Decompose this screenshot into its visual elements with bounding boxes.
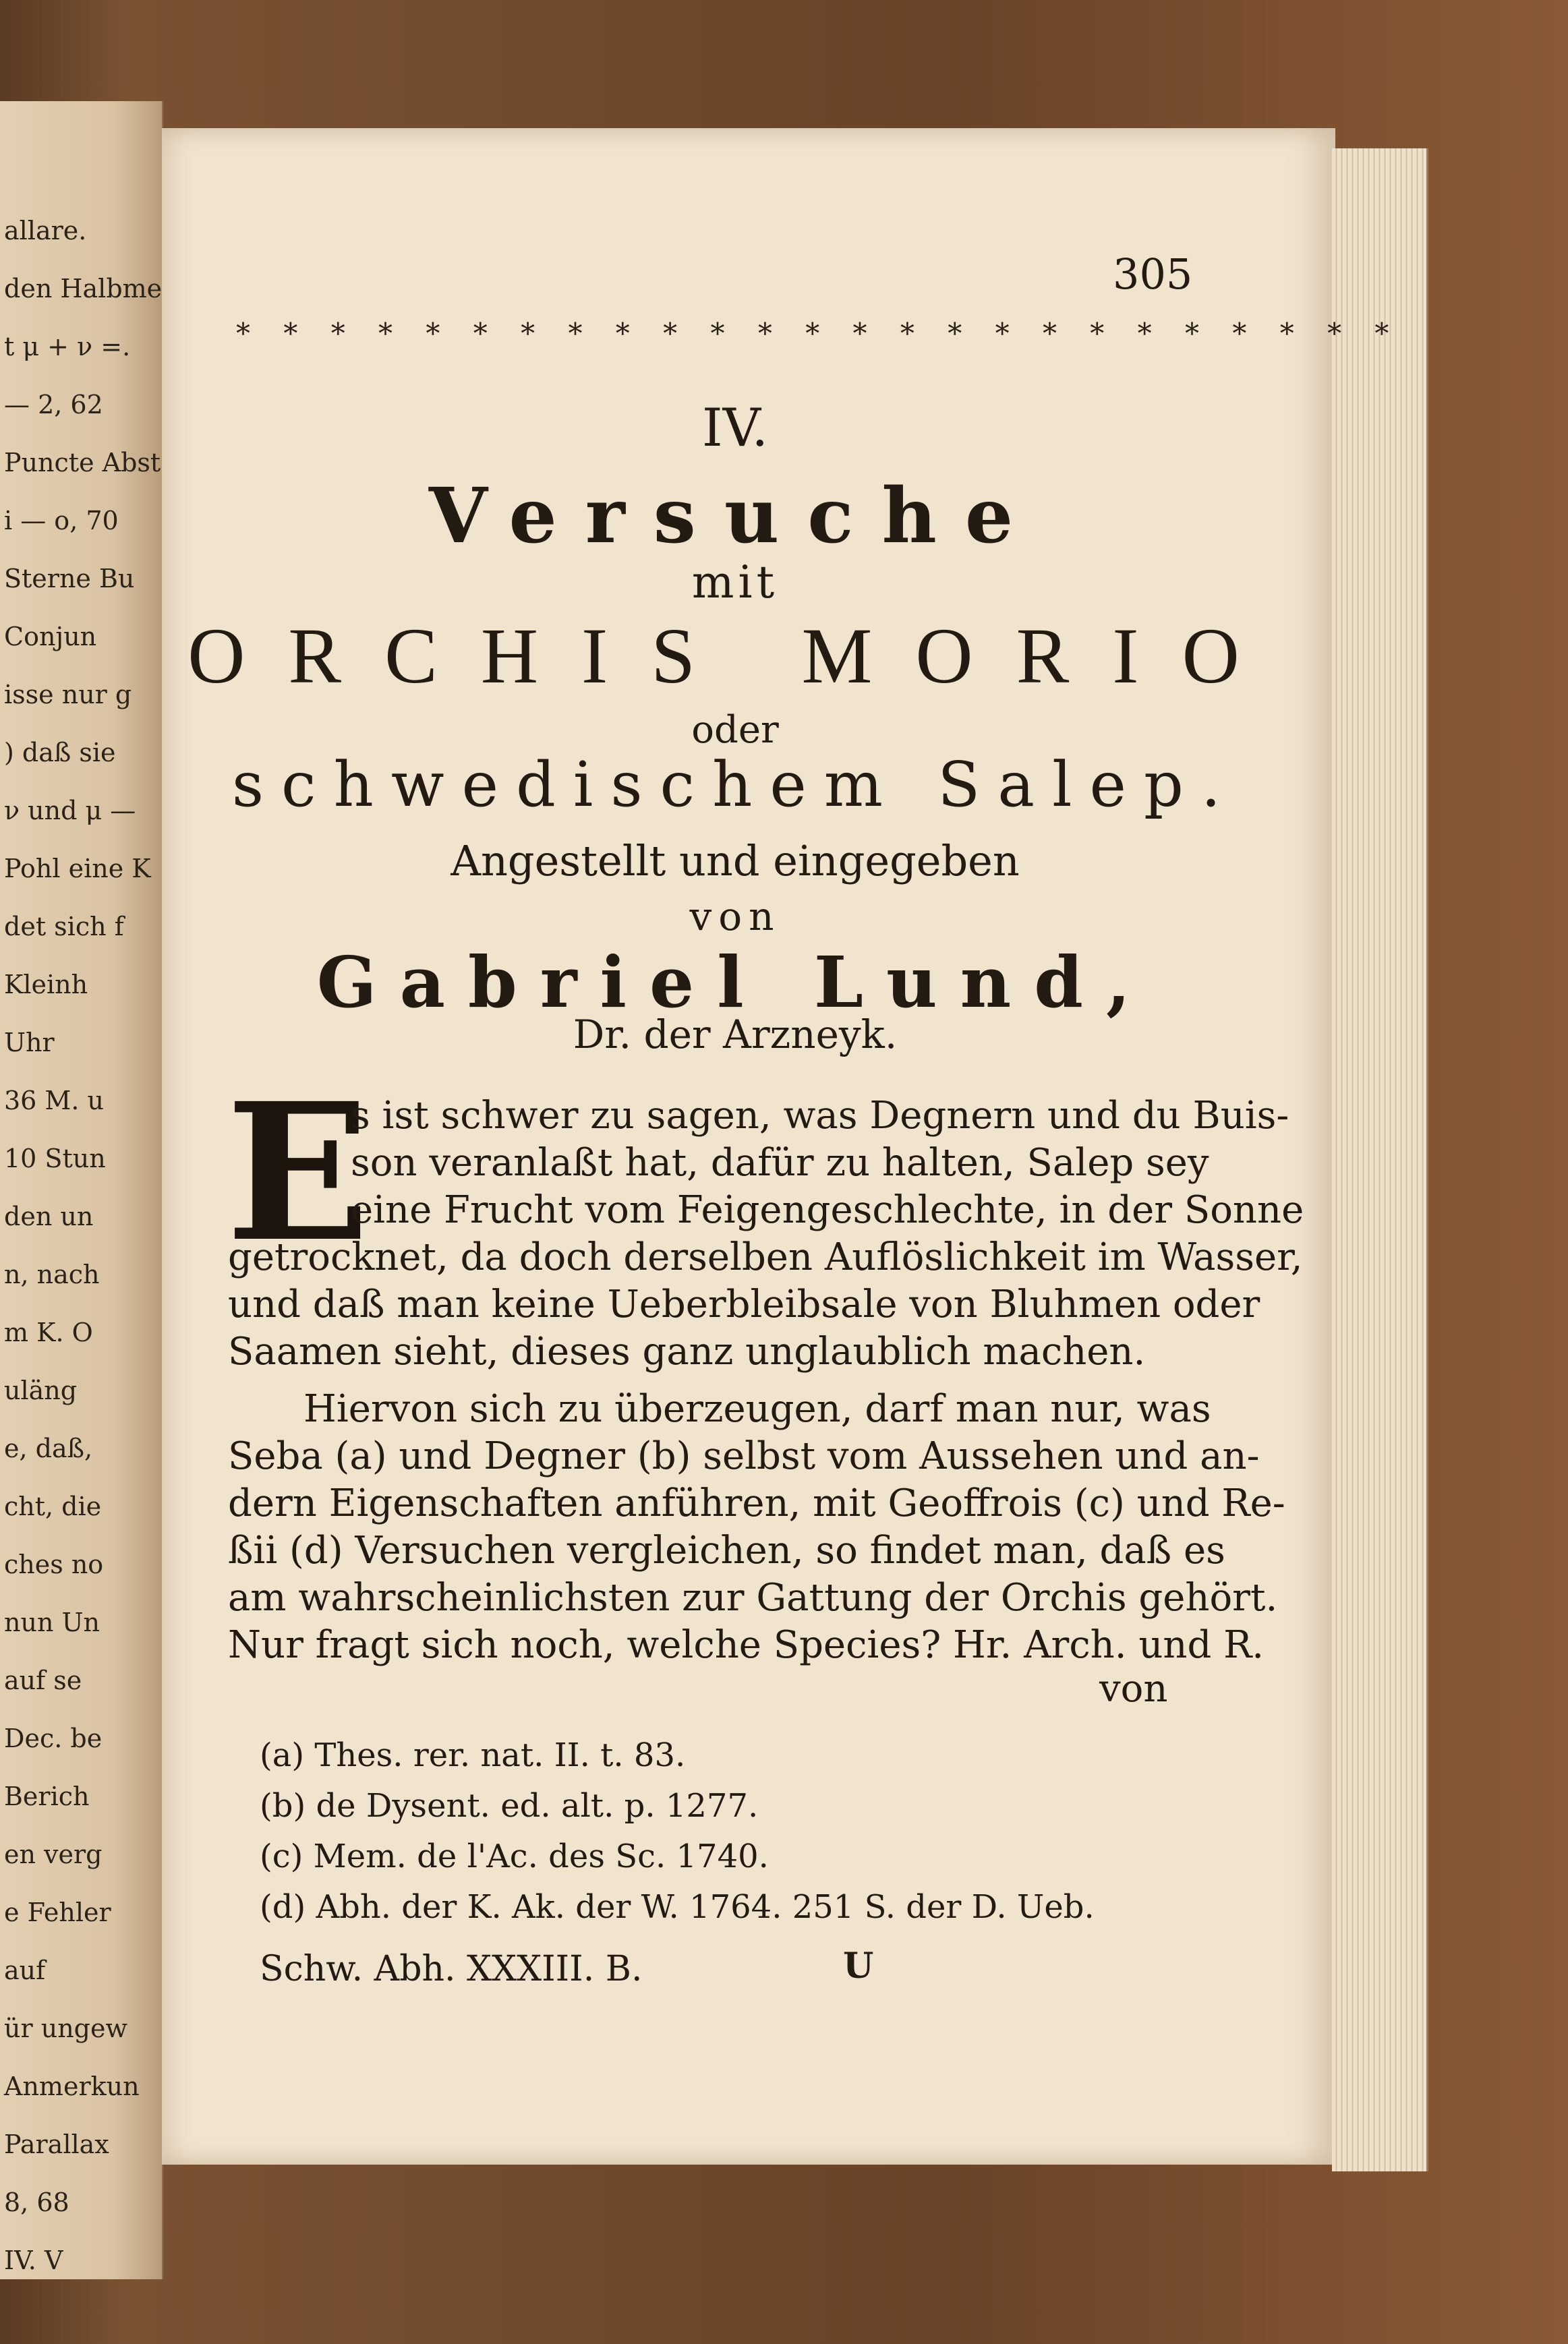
left-page-fragment: Uhr bbox=[4, 1028, 55, 1057]
left-page-fragment: Anmerkun bbox=[4, 2072, 140, 2101]
chapter-number: IV. bbox=[701, 398, 769, 459]
left-page-fragment: ) daß sie bbox=[4, 738, 116, 767]
left-page-fragment: auf bbox=[4, 1956, 46, 1985]
paragraph-2-line: am wahrscheinlichsten zur Gattung der Orchis gehört. bbox=[228, 1576, 1278, 1620]
left-page-fragment: e Fehler bbox=[4, 1898, 111, 1927]
ornament-rule: * * * * * * * * * * * * * * * * * * * * * * * * * bbox=[236, 317, 1401, 350]
left-page-fragment: Berich bbox=[4, 1782, 90, 1811]
left-page-fragment: en verg bbox=[4, 1840, 103, 1869]
left-page-fragment: ν und μ — bbox=[4, 796, 136, 825]
left-page-fragment: n, nach bbox=[4, 1260, 100, 1289]
paragraph-1-line: getrocknet, da doch derselben Auflöslichkeit im Wasser, bbox=[228, 1235, 1303, 1279]
left-page-fragment: ür ungew bbox=[4, 2014, 128, 2043]
left-page-fragment: Sterne Bu bbox=[4, 564, 135, 593]
left-page-fragment: den Halbme bbox=[4, 274, 163, 303]
paragraph-2-line: dern Eigenschaften anführen, mit Geoffrois (c) und Re- bbox=[228, 1482, 1285, 1525]
left-page-fragment: t μ + ν =. bbox=[4, 332, 131, 361]
signature-mark: U bbox=[843, 1945, 874, 1987]
footnote: (c) Mem. de l'Ac. des Sc. 1740. bbox=[260, 1838, 769, 1875]
paragraph-1-line: Saamen sieht, dieses ganz unglaublich machen. bbox=[228, 1330, 1146, 1374]
left-page-fragment: ches no bbox=[4, 1550, 104, 1579]
title-connector-mit: mit bbox=[691, 556, 779, 608]
footnote: (d) Abh. der K. Ak. der W. 1764. 251 S. der D. Ueb. bbox=[260, 1888, 1095, 1926]
left-page-fragment: den un bbox=[4, 1202, 94, 1231]
left-page-fragment: 10 Stun bbox=[4, 1144, 106, 1173]
title-line-2: ORCHIS MORIO bbox=[187, 612, 1283, 700]
title-line-1: Versuche bbox=[428, 472, 1042, 560]
left-page-fragment: Parallax bbox=[4, 2130, 109, 2159]
author-name: Gabriel Lund, bbox=[316, 941, 1154, 1024]
paragraph-2-line: ßii (d) Versuchen vergleichen, so findet man, daß es bbox=[228, 1529, 1225, 1573]
left-page-fragment: Puncte Abst bbox=[4, 448, 161, 477]
catchword: von bbox=[1099, 1667, 1168, 1711]
drop-cap: E bbox=[226, 1062, 370, 1284]
footnote: (a) Thes. rer. nat. II. t. 83. bbox=[260, 1736, 686, 1774]
left-page-fragment: Kleinh bbox=[4, 970, 88, 999]
title-connector-oder: oder bbox=[691, 708, 779, 752]
footnote: (b) de Dysent. ed. alt. p. 1277. bbox=[260, 1787, 759, 1825]
left-page-fragment: auf se bbox=[4, 1666, 82, 1695]
page-number: 305 bbox=[1113, 250, 1193, 299]
left-page-fragment: nun Un bbox=[4, 1608, 100, 1637]
left-page-fragment: Conjun bbox=[4, 622, 97, 651]
left-page-fragment: Dec. be bbox=[4, 1724, 103, 1753]
left-page-fragment: allare. bbox=[4, 216, 87, 245]
left-page-fragment: m K. O bbox=[4, 1318, 93, 1347]
signature-line: Schw. Abh. XXXIII. B. bbox=[260, 1949, 643, 1989]
left-page-fragment: 36 M. u bbox=[4, 1086, 104, 1115]
paragraph-2-line: Seba (a) und Degner (b) selbst vom Aussehen und an- bbox=[228, 1434, 1260, 1478]
paragraph-1-line: son veranlaßt hat, dafür zu halten, Salep sey bbox=[351, 1141, 1209, 1185]
left-page-fragment: 8, 68 bbox=[4, 2188, 69, 2217]
left-page-fragment: isse nur g bbox=[4, 680, 132, 709]
left-page-fragment: Pohl eine K bbox=[4, 854, 151, 883]
left-page-fragment: — 2, 62 bbox=[4, 390, 103, 419]
left-page-fragment: uläng bbox=[4, 1376, 78, 1405]
paragraph-1-line: eine Frucht vom Feigengeschlechte, in der Sonne bbox=[351, 1188, 1304, 1232]
paragraph-2-line: Nur fragt sich noch, welche Species? Hr. Arch. und R. bbox=[228, 1623, 1265, 1667]
paragraph-2-line: Hiervon sich zu überzeugen, darf man nur, was bbox=[303, 1387, 1211, 1431]
left-page-fragment: i — o, 70 bbox=[4, 506, 119, 535]
author-degree: Dr. der Arzneyk. bbox=[573, 1012, 898, 1057]
subtitle: Angestellt und eingegeben bbox=[451, 836, 1020, 885]
left-page-fragment: cht, die bbox=[4, 1492, 102, 1521]
paragraph-1-line: s ist schwer zu sagen, was Degnern und du Buis- bbox=[351, 1094, 1289, 1138]
left-page-fragment: IV. V bbox=[4, 2246, 63, 2275]
left-page-fragment: det sich f bbox=[4, 912, 124, 941]
subtitle-von: von bbox=[689, 893, 781, 939]
title-line-3: schwedischem Salep. bbox=[231, 749, 1239, 821]
paragraph-1-line: und daß man keine Ueberbleibsale von Bluhmen oder bbox=[228, 1283, 1260, 1326]
left-page-fragment: e, daß, bbox=[4, 1434, 93, 1463]
